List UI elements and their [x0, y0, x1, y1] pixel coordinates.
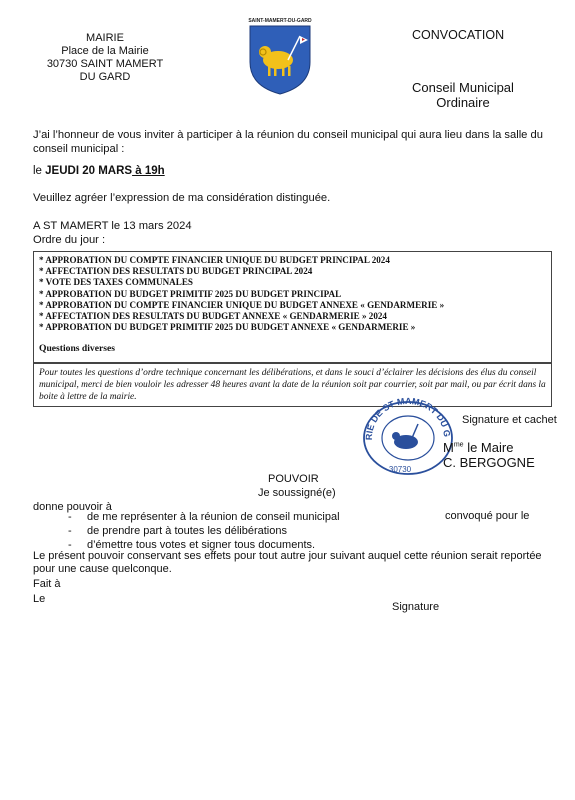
- mairie-stamp-icon: [360, 396, 456, 476]
- pouvoir-bullet: de me représenter à la réunion de conseil municipal: [87, 511, 340, 523]
- bullet-dash: -: [68, 539, 72, 551]
- agenda-item: * AFFECTATION DES RESULTATS DU BUDGET ANNEXE « GENDARMERIE » 2024: [39, 311, 387, 322]
- agenda-item: * APPROBATION DU COMPTE FINANCIER UNIQUE DU BUDGET PRINCIPAL 2024: [39, 255, 390, 265]
- meeting-prefix: le: [33, 165, 46, 177]
- date-label: Le: [33, 593, 46, 605]
- council-line: Ordinaire: [436, 95, 490, 110]
- pouvoir-bullet: d’émettre tous votes et signer tous documents.: [87, 539, 316, 551]
- signature-label: Signature: [392, 601, 440, 613]
- council-line: Conseil Municipal: [412, 80, 514, 95]
- mairie-line: Place de la Mairie: [61, 45, 149, 57]
- meeting-day: JEUDI 20 MARS: [45, 165, 133, 177]
- mayor-sup: me: [453, 441, 464, 449]
- agenda-item: * APPROBATION DU BUDGET PRIMITIF 2025 DU BUDGET ANNEXE « GENDARMERIE »: [39, 322, 416, 333]
- coat-of-arms-icon: [244, 16, 316, 96]
- signature-cachet-label: Signature et cachet: [462, 414, 557, 426]
- agenda-item: * APPROBATION DU BUDGET PRIMITIF 2025 DU BUDGET PRINCIPAL: [39, 288, 342, 299]
- technical-note: Pour toutes les questions d’ordre technique concernant les délibérations, et dans le souci d’éclairer les décisions des élus du conseil municipal, merci de bien vouloir les adresser 48 heures avant la date de la réunion soit par courrier, soit par mail, ou par écrit dans la boite à lettre de la mairie.: [39, 368, 546, 402]
- council-type: [398, 80, 528, 110]
- stamp-text: RIE DE ST MAMERT DU G: [363, 396, 453, 441]
- mairie-line: MAIRIE: [86, 32, 124, 44]
- validity-paragraph: Le présent pouvoir conservant ses effets pour tout autre jour suivant auquel cette réunion serait reportée pour une cause quelconque.: [33, 550, 542, 575]
- agenda-box: [33, 251, 552, 363]
- agenda-item: * VOTE DES TAXES COMMUNALES: [39, 277, 193, 288]
- agenda-item: * AFFECTATION DES RESULTATS DU BUDGET PRINCIPAL 2024: [39, 266, 313, 277]
- bullet-dash: -: [68, 525, 72, 537]
- fait-a-label: Fait à: [33, 578, 61, 590]
- bullet-dash: -: [68, 511, 72, 523]
- mairie-line: DU GARD: [79, 71, 131, 83]
- place-date: A ST MAMERT le 13 mars 2024: [33, 220, 192, 232]
- mairie-address: [40, 32, 170, 84]
- agenda-label: Ordre du jour :: [33, 234, 106, 246]
- crest-caption: SAINT-MAMERT-DU-GARD: [248, 18, 312, 24]
- meeting-date: [33, 165, 165, 177]
- stamp-postcode: 30730: [388, 465, 412, 474]
- intro-paragraph: J’ai l’honneur de vous inviter à participer à la réunion du conseil municipal qui aura lieu dans la salle du conseil municipal :: [33, 129, 543, 155]
- mairie-line: 30730 SAINT MAMERT: [46, 58, 164, 70]
- mayor-title: [443, 440, 513, 455]
- regards-line: Veuillez agréer l’expression de ma considération distinguée.: [33, 192, 331, 204]
- mayor-name: C. BERGOGNE: [443, 455, 535, 470]
- pouvoir-bullet: de prendre part à toutes les délibérations: [87, 525, 287, 537]
- donne-pouvoir: donne pouvoir à: [33, 501, 112, 513]
- agenda-item: * APPROBATION DU COMPTE FINANCIER UNIQUE DU BUDGET ANNEXE « GENDARMERIE »: [39, 299, 445, 310]
- meeting-time: à 19h: [132, 165, 165, 177]
- mayor-prefix: M: [443, 440, 454, 455]
- questions-diverses: Questions diverses: [39, 343, 115, 355]
- soussigne-line: Je soussigné(e): [258, 487, 336, 499]
- technical-note-box: [33, 363, 552, 407]
- mayor-title-text: le Maire: [463, 440, 514, 455]
- convoque-pour: convoqué pour le: [445, 510, 530, 522]
- pouvoir-title: POUVOIR: [268, 473, 319, 485]
- document-title: CONVOCATION: [412, 28, 505, 42]
- svg-text:MAIRIE DE ST MAMERT DU GARD: [360, 396, 452, 440]
